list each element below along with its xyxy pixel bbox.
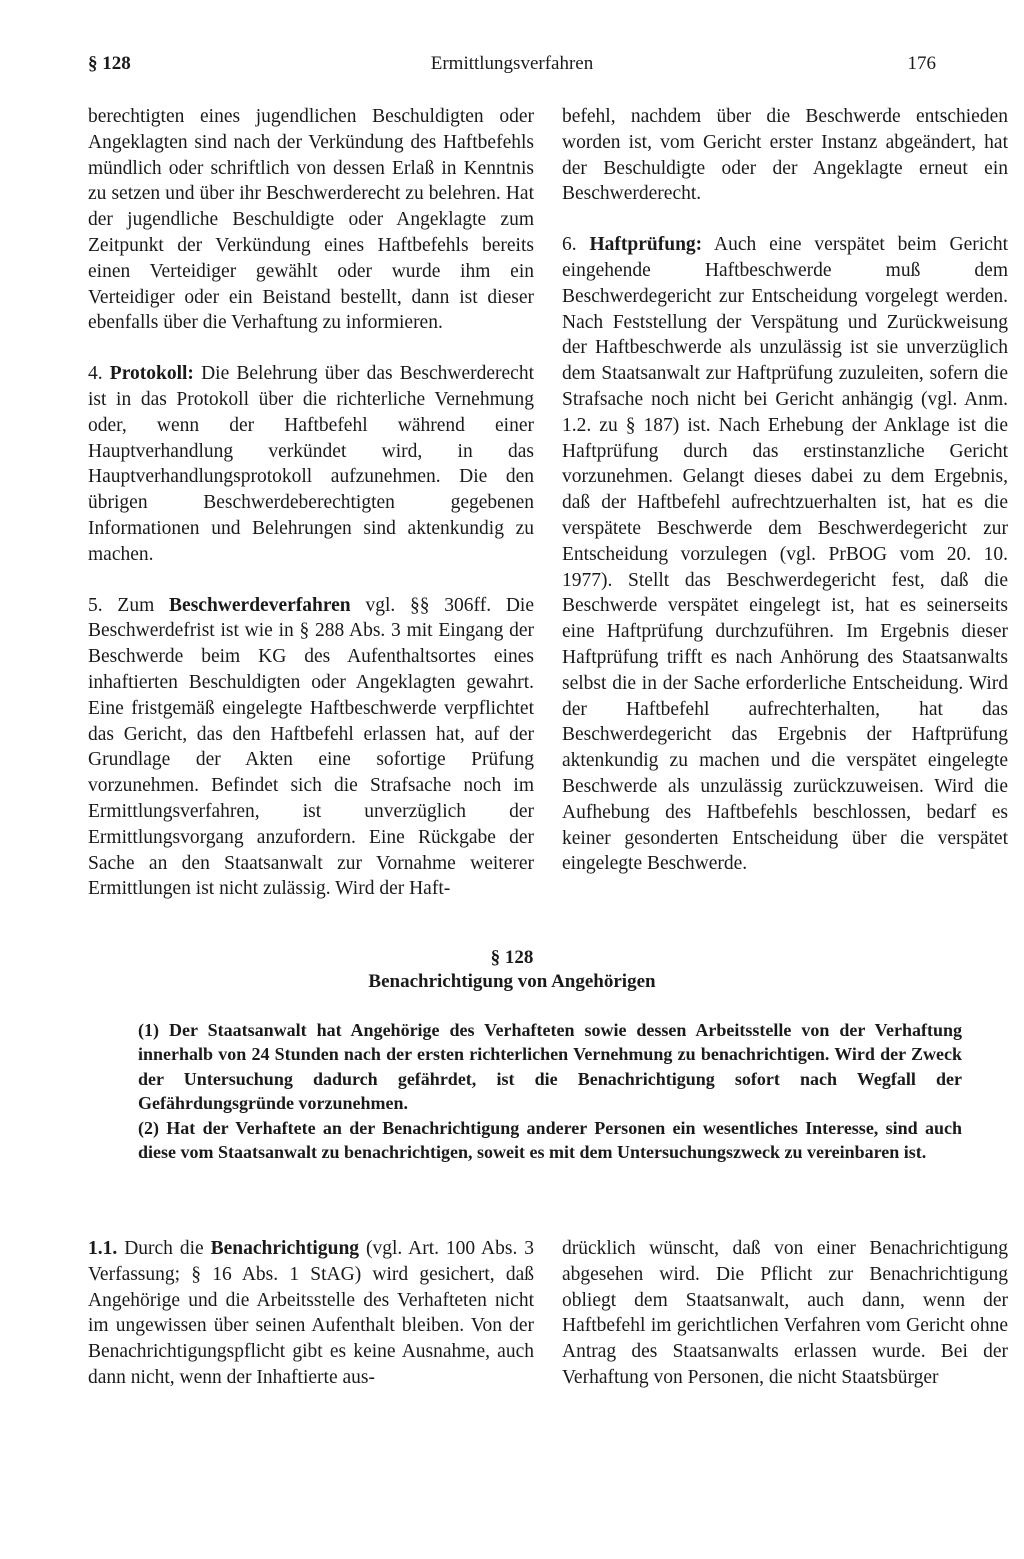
paragraph-text: Auch eine verspätet beim Gericht eingehende Haftbeschwerde muß dem Beschwerdegericht zur Entscheidung vorgelegt werden. Nach Feststellung der Verspätung und Zurückweisung der Haftbeschwerde als unzulässig ist sie unverzüglich dem Staatsanwalt zur Haftprüfung zuzuleiten, sofern die Strafsache noch nicht bei Gericht anhängig (vgl. Anm. 1.2. zu § 187) ist. Nach Erhebung der Anklage ist die Haftprüfung durch das erstinstanzliche Gericht vorzunehmen. Gelangt dieses dabei zu dem Ergebnis, daß der Haftbefehl aufrechtzuerhalten ist, hat es die verspätete Beschwerde dem Beschwerdegericht zur Entscheidung vorzulegen (vgl. PrBOG vom 20. 10. 1977). Stellt das Beschwerdegericht fest, daß die Beschwerde verspätet eingelegt ist, hat es seinerseits eine Haftprüfung durchzuführen. Im Ergebnis dieser Haftprüfung trifft es nach Anhörung des Staatsanwalts selbst die in der Sache erforderliche Entscheidung. Wird der Haftbefehl aufrechterhalten, hat das Beschwerdegericht das Ergebnis der Haftprüfung aktenkundig zu machen und die verspätet eingelegte Beschwerde als unzulässig zurückzuweisen. Wird die Aufhebung des Haftbefehls beschlossen, bedarf es keiner gesonderten Entscheidung über die verspätet eingelegte Beschwerde. xyxy=(562,234,1009,875)
paragraph-beschwerdeverfahren xyxy=(88,593,534,903)
paragraph-haftpruefung xyxy=(562,232,1008,877)
paragraph-number: 1.1. xyxy=(88,1238,118,1259)
paragraph-continuation: berechtigten eines jugendlichen Beschuldigten oder Angeklagten sind nach der Verkündung des Haftbefehls mündlich oder schriftlich von dessen Erlaß in Kenntnis zu setzen und über ihr Beschwerderecht zu belehren. Hat der jugendliche Beschuldigte oder Angeklagte zum Zeitpunkt der Verkündung eines Haftbefehls bereits einen Verteidiger gewählt oder wurde ihm ein Verteidiger oder ein Beistand bestellt, dann ist dieser ebenfalls über die Verhaftung zu informieren. xyxy=(88,106,534,334)
paragraph-text: Die Belehrung über das Beschwerderecht ist in das Protokoll über die richterliche Vernehmung oder, wenn der Haftbefehl während einer Hauptverhandlung verkündet wird, in das Hauptverhandlungsprotokoll aufzunehmen. Die den übrigen Beschwerdeberechtigten gegebenen Informationen und Belehrungen sind aktenkundig zu machen. xyxy=(88,363,534,565)
left-column-bottom xyxy=(88,1236,534,1416)
left-column-top xyxy=(88,104,534,927)
paragraph-protokoll xyxy=(88,361,534,567)
section-number: § 128 xyxy=(490,947,534,968)
paragraph-heading: Haftprüfung: xyxy=(589,234,703,256)
paragraph-text: (vgl. Art. 100 Abs. 3 Verfassung; § 16 Abs. 1 StAG) wird gesichert, daß Angehörige und die Arbeitsstelle des Verhafteten nicht im ungewissen über seinen Aufenthalt bleiben. Von der Benachrichtigungspflicht gibt es keine Ausnahme, auch dann nicht, wenn der Inhaftierte aus- xyxy=(88,1238,535,1388)
section-title: Benachrichtigung von Angehörigen xyxy=(368,971,656,992)
paragraph-prefix: 5. Zum xyxy=(88,594,155,616)
section-marker: § 128 xyxy=(88,53,131,74)
statute-paragraph-2: (2) Hat der Verhaftete an der Benachrichtigung anderer Personen ein wesentliches Interesse, sind auch diese vom Staatsanwalt zu benachrichtigen, soweit es mit dem Untersuchungszweck zu vereinbaren ist. xyxy=(138,1117,962,1163)
page-number: 176 xyxy=(907,53,936,74)
paragraph-benachrichtigung xyxy=(88,1236,534,1391)
paragraph-number: 4. xyxy=(88,363,103,385)
running-title: Ermittlungsverfahren xyxy=(430,53,594,74)
paragraph-continuation: befehl, nachdem über die Beschwerde entschieden worden ist, vom Gericht erster Instanz abgeändert, hat der Beschuldigte oder der Angeklagte erneut ein Beschwerderecht. xyxy=(562,106,1008,205)
paragraph-continuation: drücklich wünscht, daß von einer Benachrichtigung abgesehen wird. Die Pflicht zur Benachrichtigung obliegt dem Staatsanwalt, auch dann, wenn der Haftbefehl im gerichtlichen Verfahren vom Gericht ohne Antrag des Staatsanwalts erlassen wurde. Bei der Verhaftung von Personen, die nicht Staatsbürger xyxy=(562,1238,1008,1388)
paragraph-number: 6. xyxy=(562,234,577,256)
statute-paragraph-1: (1) Der Staatsanwalt hat Angehörige des Verhafteten sowie dessen Arbeitsstelle von der Verhaftung innerhalb von 24 Stunden nach der ersten richterlichen Vernehmung zu benachrichtigen. Wird der Zweck der Untersuchung dadurch gefährdet, ist die Benachrichtigung sofort nach Wegfall der Gefährdungsgründe vorzunehmen. xyxy=(138,1020,962,1114)
statute-text xyxy=(138,1018,962,1164)
paragraph-text: vgl. §§ 306ff. Die Beschwerdefrist ist wie in § 288 Abs. 3 mit Eingang der Beschwerde beim KG des Aufenthaltsortes eines inhaftierten Beschuldigten oder Angeklagten gewahrt. Eine fristgemäß eingelegte Haftbeschwerde verpflichtet das Gericht, das den Haftbefehl erlassen hat, auf der Grundlage der Akten eine sofortige Prüfung vorzunehmen. Befindet sich die Strafsache noch im Ermittlungsverfahren, ist unverzüglich der Ermittlungsvorgang anzufordern. Eine Rückgabe der Sache an den Staatsanwalt zur Vornahme weiterer Ermittlungen ist nicht zulässig. Wird der Haft- xyxy=(88,594,535,900)
paragraph-heading: Protokoll: xyxy=(109,363,194,385)
right-column-top xyxy=(562,104,1008,902)
paragraph-prefix: Durch die xyxy=(124,1238,204,1259)
right-column-bottom xyxy=(562,1236,1008,1416)
paragraph-heading: Beschwerdeverfahren xyxy=(169,594,351,616)
paragraph-heading: Benachrichtigung xyxy=(210,1238,360,1259)
